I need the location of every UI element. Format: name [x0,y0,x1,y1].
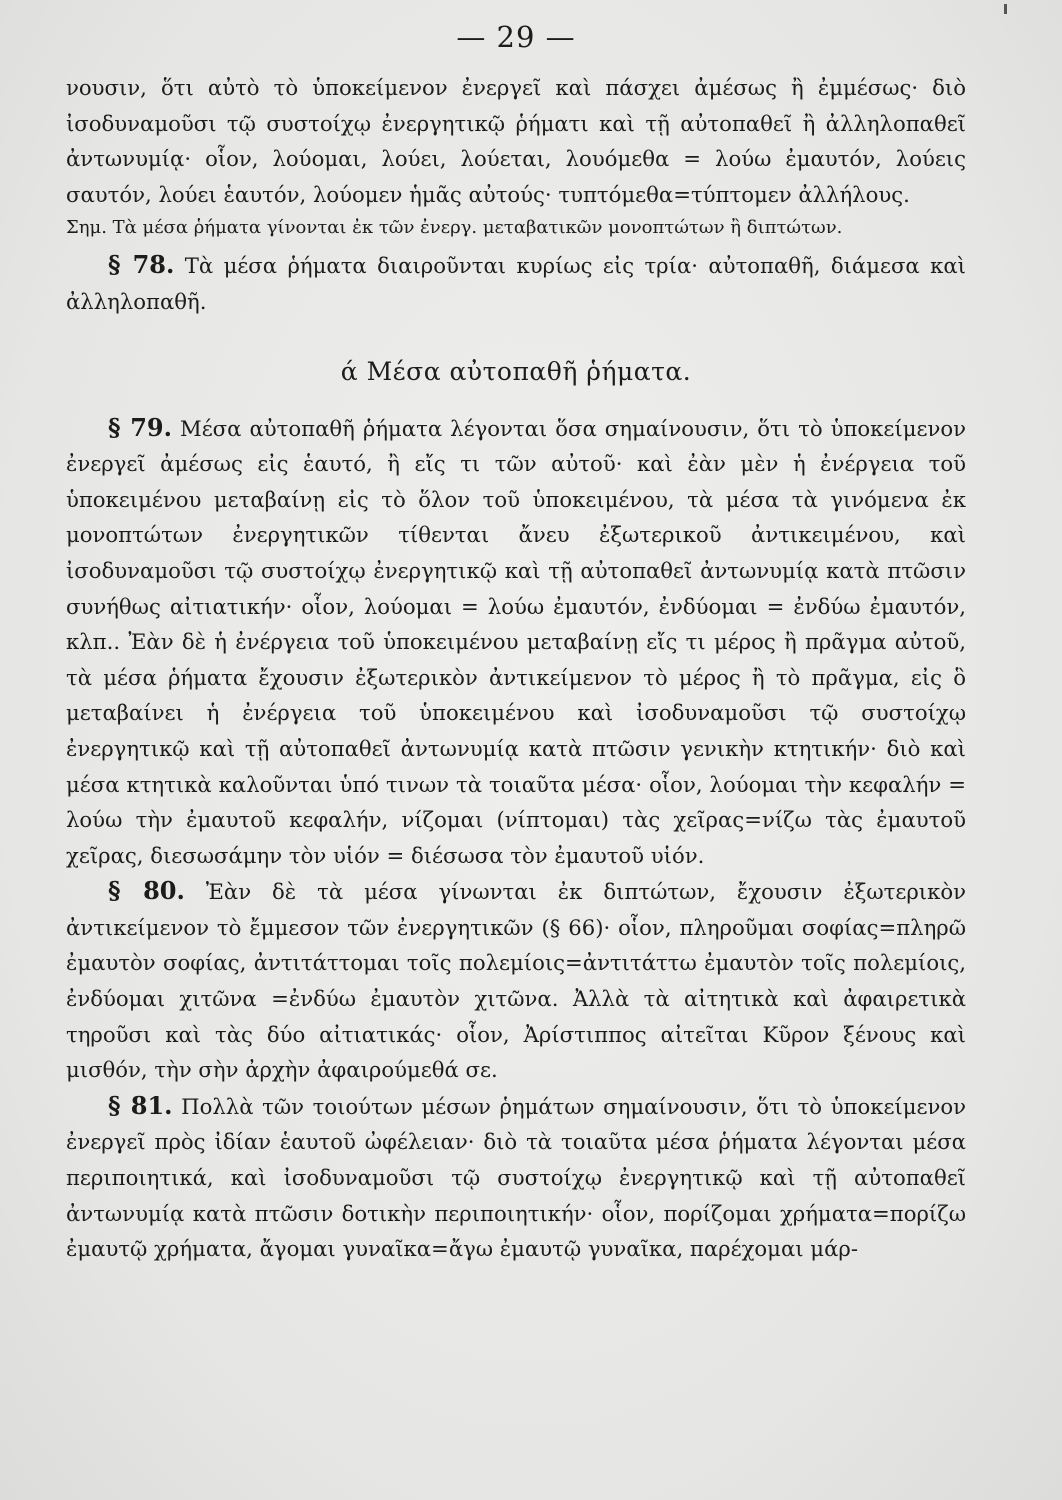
section-79-number: § 79. [108,412,172,442]
section-80-number: § 80. [108,876,185,906]
section-78 [66,247,966,319]
section-81-text: Πολλὰ τῶν τοιούτων μέσων ῥημάτων σημαίνουσιν, ὅτι τὸ ὑποκείμενον ἐνεργεῖ πρὸς ἰδίαν ἑαυτοῦ ὠφέλειαν· διὸ τὰ τοιαῦτα μέσα ῥήματα λέγονται μέσα περιποιητικά, καὶ ἰσοδυναμοῦσι τῷ συστοίχῳ ἐνεργητικῷ καὶ τῇ αὐτοπαθεῖ ἀντωνυμίᾳ κατὰ πτῶσιν δοτικὴν περιποιητικήν· οἷον, πορίζομαι χρήματα=πορίζω ἐμαυτῷ χρήματα, ἄγομαι γυναῖκα=ἄγω ἐμαυτῷ γυναῖκα, παρέχομαι μάρ- [66,1093,966,1262]
section-81 [66,1088,966,1267]
section-78-text: Τὰ μέσα ῥήματα διαιροῦνται κυρίως εἰς τρία· αὐτοπαθῆ, διάμεσα καὶ ἀλληλοπαθῆ. [66,253,966,314]
section-78-number: § 78. [108,250,175,280]
subheading: ά Μέσα αὐτοπαθῆ ῥήματα. [340,356,692,386]
note-paragraph: Σημ. Τὰ μέσα ῥήματα γίνονται ἐκ τῶν ἐνεργ. μεταβατικῶν μονοπτώτων ἢ διπτώτων. [66,217,843,239]
section-80 [66,873,966,1088]
page-edge-mark [1004,4,1007,14]
section-79 [66,410,966,874]
section-81-number: § 81. [108,1090,173,1120]
section-80-text: Ἐὰν δὲ τὰ μέσα γίνωνται ἐκ διπτώτων, ἔχουσιν ἐξωτερικὸν ἀντικείμενον τὸ ἔμμεσον τῶν ἐνεργητικῶν (§ 66)· οἷον, πληροῦμαι σοφίας=πληρῶ ἐμαυτὸν σοφίας, ἀντιτάττομαι τοῖς πολεμίοις=ἀντιτάττω ἐμαυτὸν τοῖς πολεμίοις, ἐνδύομαι χιτῶνα =ἐνδύω ἐμαυτὸν χιτῶνα. Ἀλλὰ τὰ αἰτητικὰ καὶ ἀφαιρετικὰ τηροῦσι καὶ τὰς δύο αἰτιατικάς· οἷον, Ἀρίστιππος αἰτεῖται Κῦρον ξένους καὶ μισθόν, τὴν σὴν ἀρχὴν ἀφαιρούμεθά σε. [66,879,966,1083]
section-79-text: Μέσα αὐτοπαθῆ ῥήματα λέγονται ὅσα σημαίνουσιν, ὅτι τὸ ὑποκείμενον ἐνεργεῖ ἀμέσως εἰς ἑαυτό, ἢ εἴς τι τῶν αὐτοῦ· καὶ ἐὰν μὲν ἡ ἐνέργεια τοῦ ὑποκειμένου μεταβαίνῃ εἰς τὸ ὅλον τοῦ ὑποκειμένου, τὰ μέσα τὰ γινόμενα ἐκ μονοπτώτων ἐνεργητικῶν τίθενται ἄνευ ἐξωτερικοῦ ἀντικειμένου, καὶ ἰσοδυναμοῦσι τῷ συστοίχῳ ἐνεργητικῷ καὶ τῇ αὐτοπαθεῖ ἀντωνυμίᾳ κατὰ πτῶσιν συνήθως αἰτιατικήν· οἷον, λούομαι = λούω ἐμαυτόν, ἐνδύομαι = ἐνδύω ἐμαυτόν, κλπ.. Ἐὰν δὲ ἡ ἐνέργεια τοῦ ὑποκειμένου μεταβαίνῃ εἴς τι μέρος ἢ πρᾶγμα αὐτοῦ, τὰ μέσα ῥήματα ἔχουσιν ἐξωτερικὸν ἀντικείμενον τὸ μέρος ἢ τὸ πρᾶγμα, εἰς ὃ μεταβαίνει ἡ ἐνέργεια τοῦ ὑποκειμένου καὶ ἰσοδυναμοῦσι τῷ συστοίχῳ ἐνεργητικῷ καὶ τῇ αὐτοπαθεῖ ἀντωνυμίᾳ κατὰ πτῶσιν γενικὴν κτητικήν· διὸ καὶ μέσα κτητικὰ καλοῦνται ὑπό τινων τὰ τοιαῦτα μέσα· οἷον, λούομαι τὴν κεφαλήν = λούω τὴν ἐμαυτοῦ κεφαλήν, νίζομαι (νίπτομαι) τὰς χεῖρας=νίζω τὰς ἐμαυτοῦ χεῖρας, διεσωσάμην τὸν υἱόν = διέσωσα τὸν ἐμαυτοῦ υἱόν. [66,415,966,868]
paragraph-continuation: νουσιν, ὅτι αὐτὸ τὸ ὑποκείμενον ἐνεργεῖ καὶ πάσχει ἀμέσως ἢ ἐμμέσως· διὸ ἰσοδυναμοῦσι τῷ συστοίχῳ ἐνεργητικῷ ῥήματι καὶ τῇ αὐτοπαθεῖ ἢ ἀλληλοπαθεῖ ἀντωνυμίᾳ· οἷον, λούομαι, λούει, λούεται, λουόμεθα = λούω ἐμαυτόν, λούεις σαυτόν, λούει ἑαυτόν, λούομεν ἡμᾶς αὐτούς· τυπτόμεθα=τύπτομεν ἀλλήλους. [66,75,966,207]
page-number: — 29 — [456,20,576,54]
